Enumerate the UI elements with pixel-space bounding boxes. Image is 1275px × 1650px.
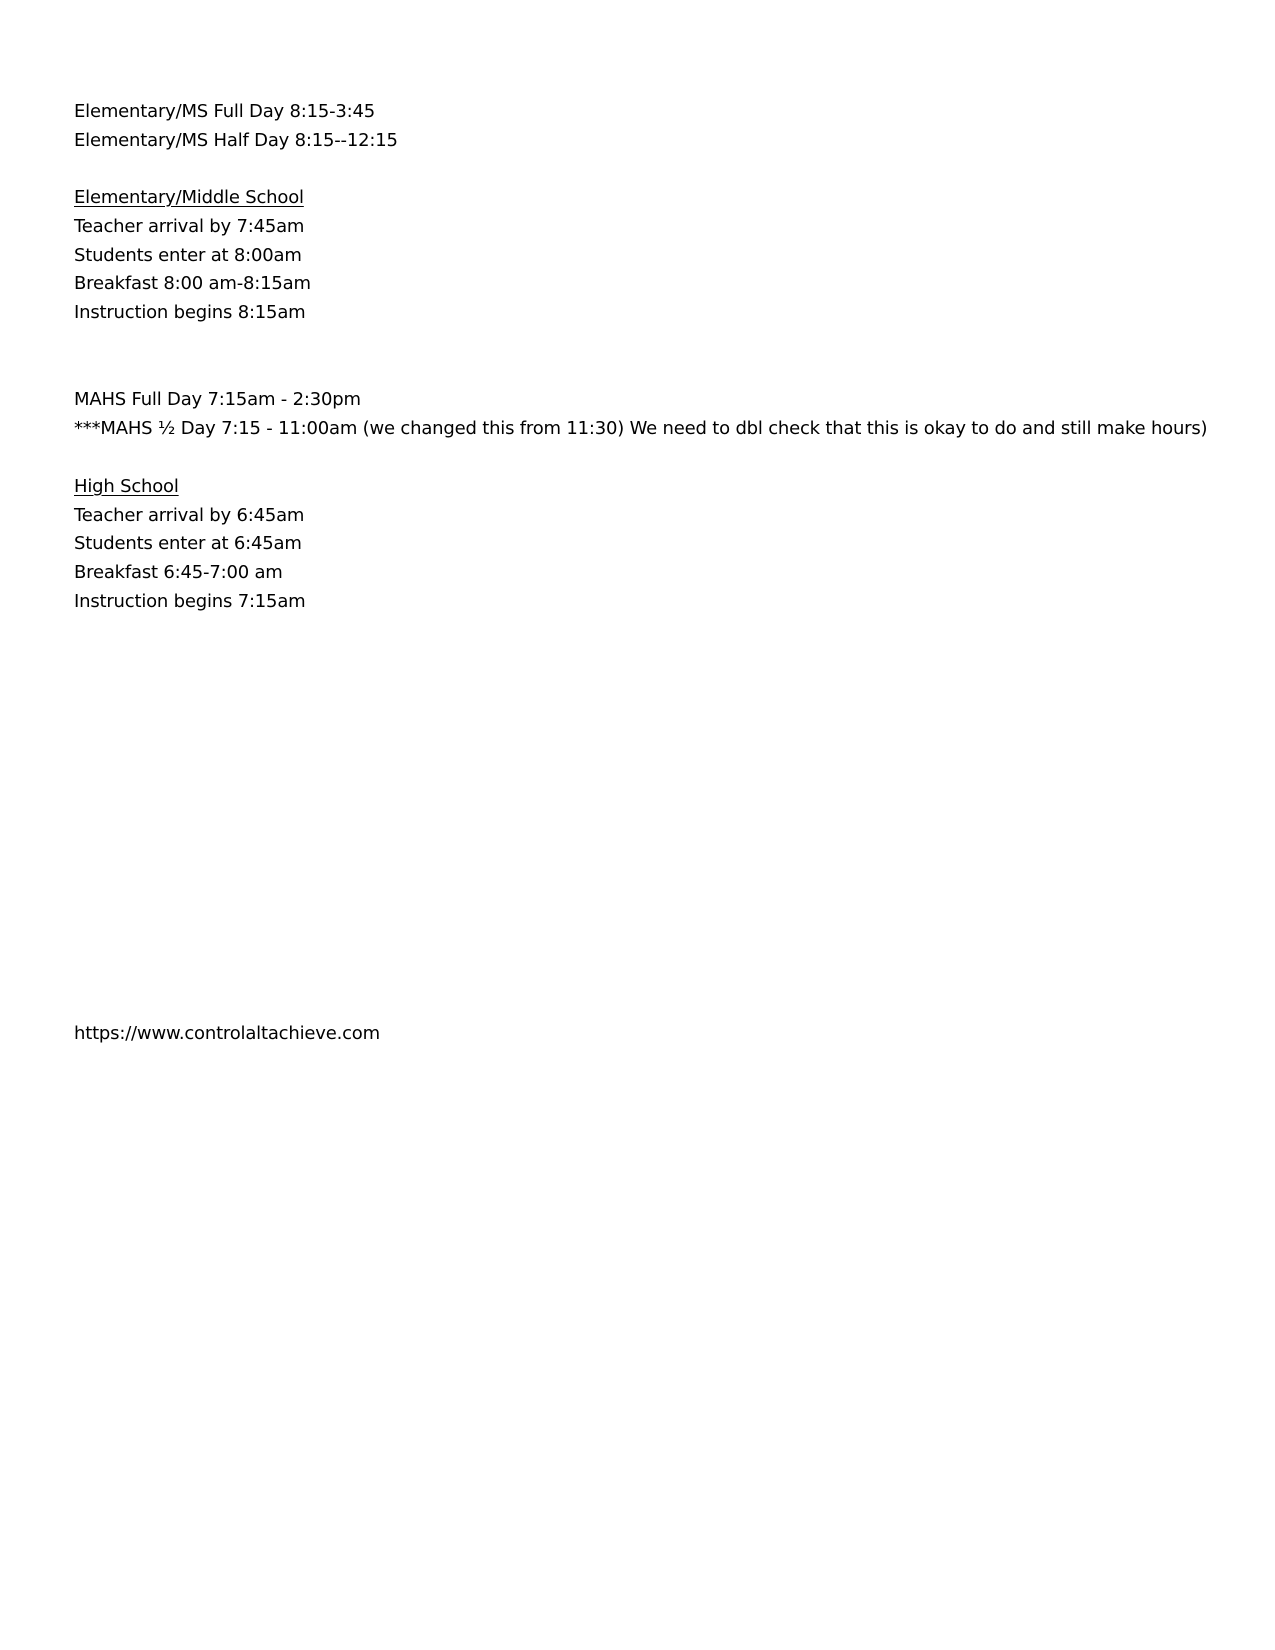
hs-teacher-arrival: Teacher arrival by 6:45am [74, 505, 305, 526]
website-link[interactable]: https://www.controlaltachieve.com [74, 1023, 380, 1044]
elementary-ms-half-day: Elementary/MS Half Day 8:15--12:15 [74, 130, 398, 151]
elementary-middle-school-heading: Elementary/Middle School [74, 187, 304, 208]
elementary-teacher-arrival: Teacher arrival by 7:45am [74, 216, 305, 237]
hs-students-enter: Students enter at 6:45am [74, 533, 302, 554]
high-school-heading: High School [74, 476, 179, 497]
elementary-breakfast: Breakfast 8:00 am-8:15am [74, 273, 311, 294]
mahs-full-day: MAHS Full Day 7:15am - 2:30pm [74, 389, 361, 410]
elementary-ms-full-day: Elementary/MS Full Day 8:15-3:45 [74, 101, 376, 122]
elementary-students-enter: Students enter at 8:00am [74, 245, 302, 266]
elementary-instruction-begins: Instruction begins 8:15am [74, 302, 306, 323]
hs-instruction-begins: Instruction begins 7:15am [74, 591, 306, 612]
mahs-half-day-note: ***MAHS ½ Day 7:15 - 11:00am (we changed this from 11:30) We need to dbl check that this is okay to do and still make hours) [74, 418, 1208, 439]
hs-breakfast: Breakfast 6:45-7:00 am [74, 562, 283, 583]
